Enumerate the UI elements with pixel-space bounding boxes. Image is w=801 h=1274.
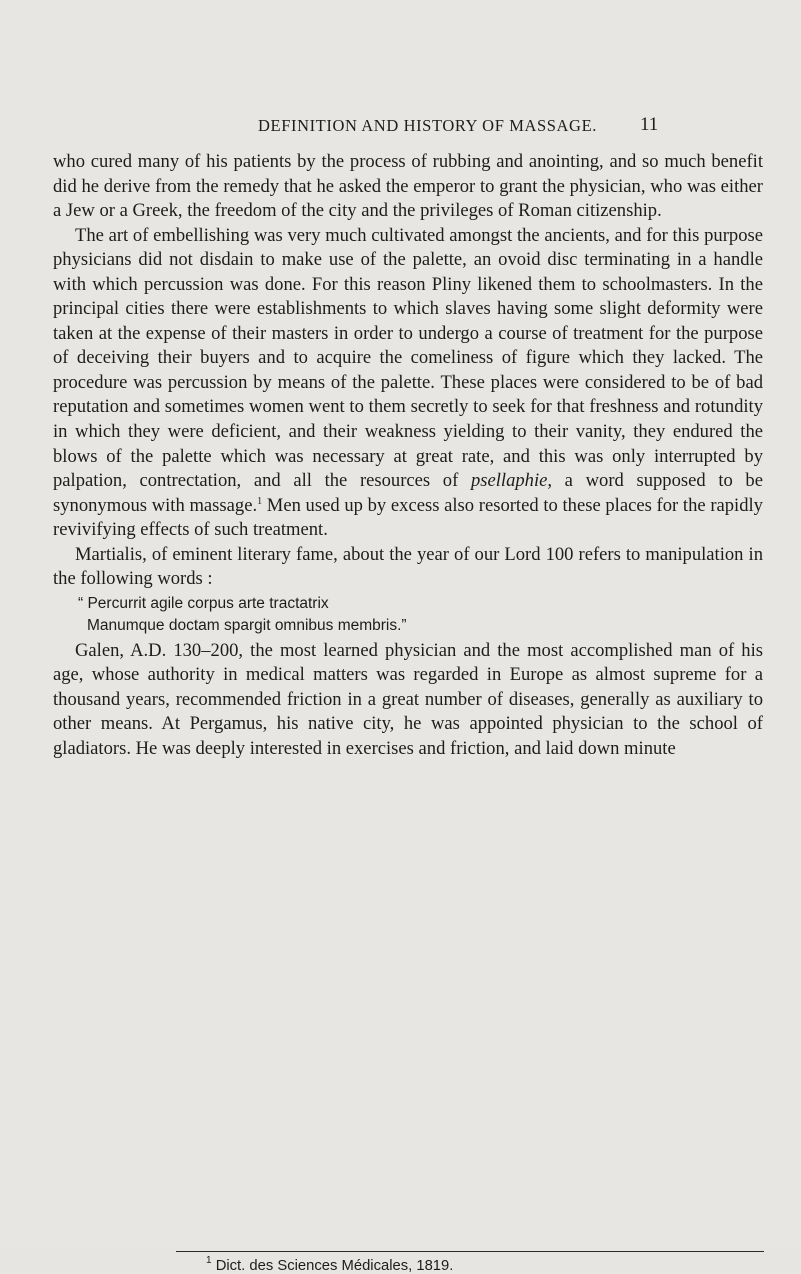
page-number: 11 — [640, 114, 659, 135]
paragraph-2-text-a: The art of embellishing was very much cultivated amongst the ancients, and for this purpose physicians did not disdain to make use of the palette, an ovoid disc terminating in a handle with which percussion was done. For this reason Pliny likened them to schoolmasters. In the principal cities there were establishments to which slaves having some slight deformity were taken at the expense of their masters in order to undergo a course of treatment for the purpose of deceiving their buyers and to acquire the comeliness of figure which they lacked. The procedure was percussion by means of the palette. These places were considered to be of bad reputation and sometimes women went to them secretly to seek for that freshness and rotundity in which they were deficient, and their weakness yielding to their vanity, they endured the blows of the palette which was necessary at great rate, and this was only interrupted by palpation, contrectation, and all the resources of — [53, 224, 763, 492]
paragraph-3: Martialis, of eminent literary fame, about the year of our Lord 100 refers to manipulation in the following words : — [53, 543, 763, 590]
quotation-line-2: Manumque doctam spargit omnibus membris.” — [87, 616, 407, 634]
footnote — [206, 1255, 454, 1274]
body-text — [53, 150, 763, 762]
paragraph-2-text-c: Men used up by excess also resorted to these places for the rapidly revivifying effects of such treatment. — [53, 494, 763, 541]
footnote-mark: 1 — [206, 1255, 212, 1266]
paragraph-4: Galen, A.D. 130–200, the most learned physician and the most accomplished man of his age, whose authority in medical matters was regarded in Europe as almost supreme for a thousand years, recommended friction in a great number of diseases, generally as auxiliary to other means. At Pergamus, his native city, he was appointed physician to the school of gladiators. He was deeply interested in exercises and friction, and laid down minute — [53, 639, 763, 760]
running-head — [0, 116, 801, 140]
paragraph-2-text-b: a word supposed to be synonymous with massage. — [53, 470, 763, 516]
paragraph-2 — [53, 224, 763, 543]
footnote-text: Dict. des Sciences Médicales, 1819. — [215, 1258, 454, 1274]
footnote-divider — [176, 1251, 764, 1252]
latin-quotation — [53, 593, 763, 637]
paragraph-1: who cured many of his patients by the process of rubbing and anointing, and so much benefit did he derive from the remedy that he asked the emperor to grant the physician, who was either a Jew or a Greek, the freedom of the city and the privileges of Roman citizenship. — [53, 151, 763, 222]
quotation-line-1: “ Percurrit agile corpus arte tractatrix — [78, 594, 329, 612]
footnote-reference: 1 — [257, 495, 263, 507]
italic-term-psellaphie: psellaphie, — [470, 470, 553, 492]
running-title: DEFINITION AND HISTORY OF MASSAGE. — [258, 116, 597, 135]
